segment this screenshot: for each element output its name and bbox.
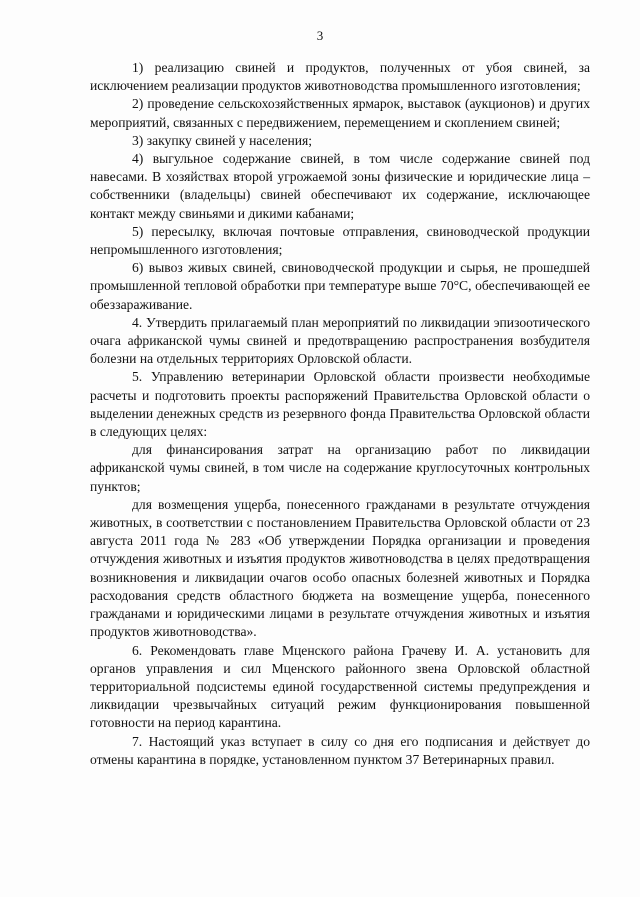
document-body bbox=[90, 59, 590, 769]
page-number: 3 bbox=[316, 28, 324, 43]
paragraph-6: 6) вывоз живых свиней, свиноводческой продукции и сырья, не прошедшей промышленной тепловой обработки при температуре выше 70°С, обеспечивающей ее обеззараживание. bbox=[90, 260, 590, 312]
paragraph-4: 4) выгульное содержание свиней, в том числе содержание свиней под навесами. В хозяйствах второй угрожаемой зоны физические и юридические лица – собственники (владельцы) свиней обеспечивают их содержание, исключающее контакт между свиньями и дикими кабанами; bbox=[90, 151, 590, 221]
paragraph-5: 5) пересылку, включая почтовые отправления, свиноводческой продукции непромышленного изготовления; bbox=[90, 223, 590, 258]
paragraph-7: 4. Утвердить прилагаемый план мероприятий по ликвидации эпизоотического очага африканской чумы свиней и предотвращению распространения возбудителя болезни на отдельных территориях Орловской области. bbox=[90, 314, 590, 367]
paragraph-3: 3) закупку свиней у населения; bbox=[132, 132, 313, 148]
paragraph-2: 2) проведение сельскохозяйственных ярмарок, выставок (аукционов) и других мероприятий, связанных с передвижением, перемещением и скоплением свиней; bbox=[90, 96, 590, 130]
paragraph-8: 5. Управлению ветеринарии Орловской области произвести необходимые расчеты и подготовить проекты распоряжений Правительства Орловской области о выделении денежных средств из резервного фонда Правительства Орловской области в следующих целях: bbox=[90, 369, 590, 440]
paragraph-10: для возмещения ущерба, понесенного гражданами в результате отчуждения животных, в соответствии с постановлением Правительства Орловской области от 23 августа 2011 года № 283 «Об утверждении Порядка организации и проведения отчуждения животных и изъятия продуктов животноводства в целях предотвращения возникновения и ликвидации очагов особо опасных болезней животных и Порядка расходования средств областного бюджета на возмещение ущерба, понесенного гражданами и юридическими лицами в результате отчуждения животных и изъятия продуктов животноводства». bbox=[90, 496, 590, 640]
paragraph-1: 1) реализацию свиней и продуктов, полученных от убоя свиней, за исключением реализации продуктов животноводства промышленного изготовления; bbox=[90, 60, 590, 94]
paragraph-11: 6. Рекомендовать главе Мценского района Грачеву И. А. установить для органов управления и сил Мценского районного звена Орловской областной территориальной подсистемы единой государственной системы предупреждения и ликвидации чрезвычайных ситуаций режим функционирования повышенной готовности на период карантина. bbox=[90, 642, 590, 731]
paragraph-12: 7. Настоящий указ вступает в силу со дня его подписания и действует до отмены карантина в порядке, установленном пунктом 37 Ветеринарных правил. bbox=[90, 733, 590, 767]
paragraph-9: для финансирования затрат на организацию работ по ликвидации африканской чумы свиней, в том числе на содержание круглосуточных контрольных пунктов; bbox=[90, 442, 590, 494]
